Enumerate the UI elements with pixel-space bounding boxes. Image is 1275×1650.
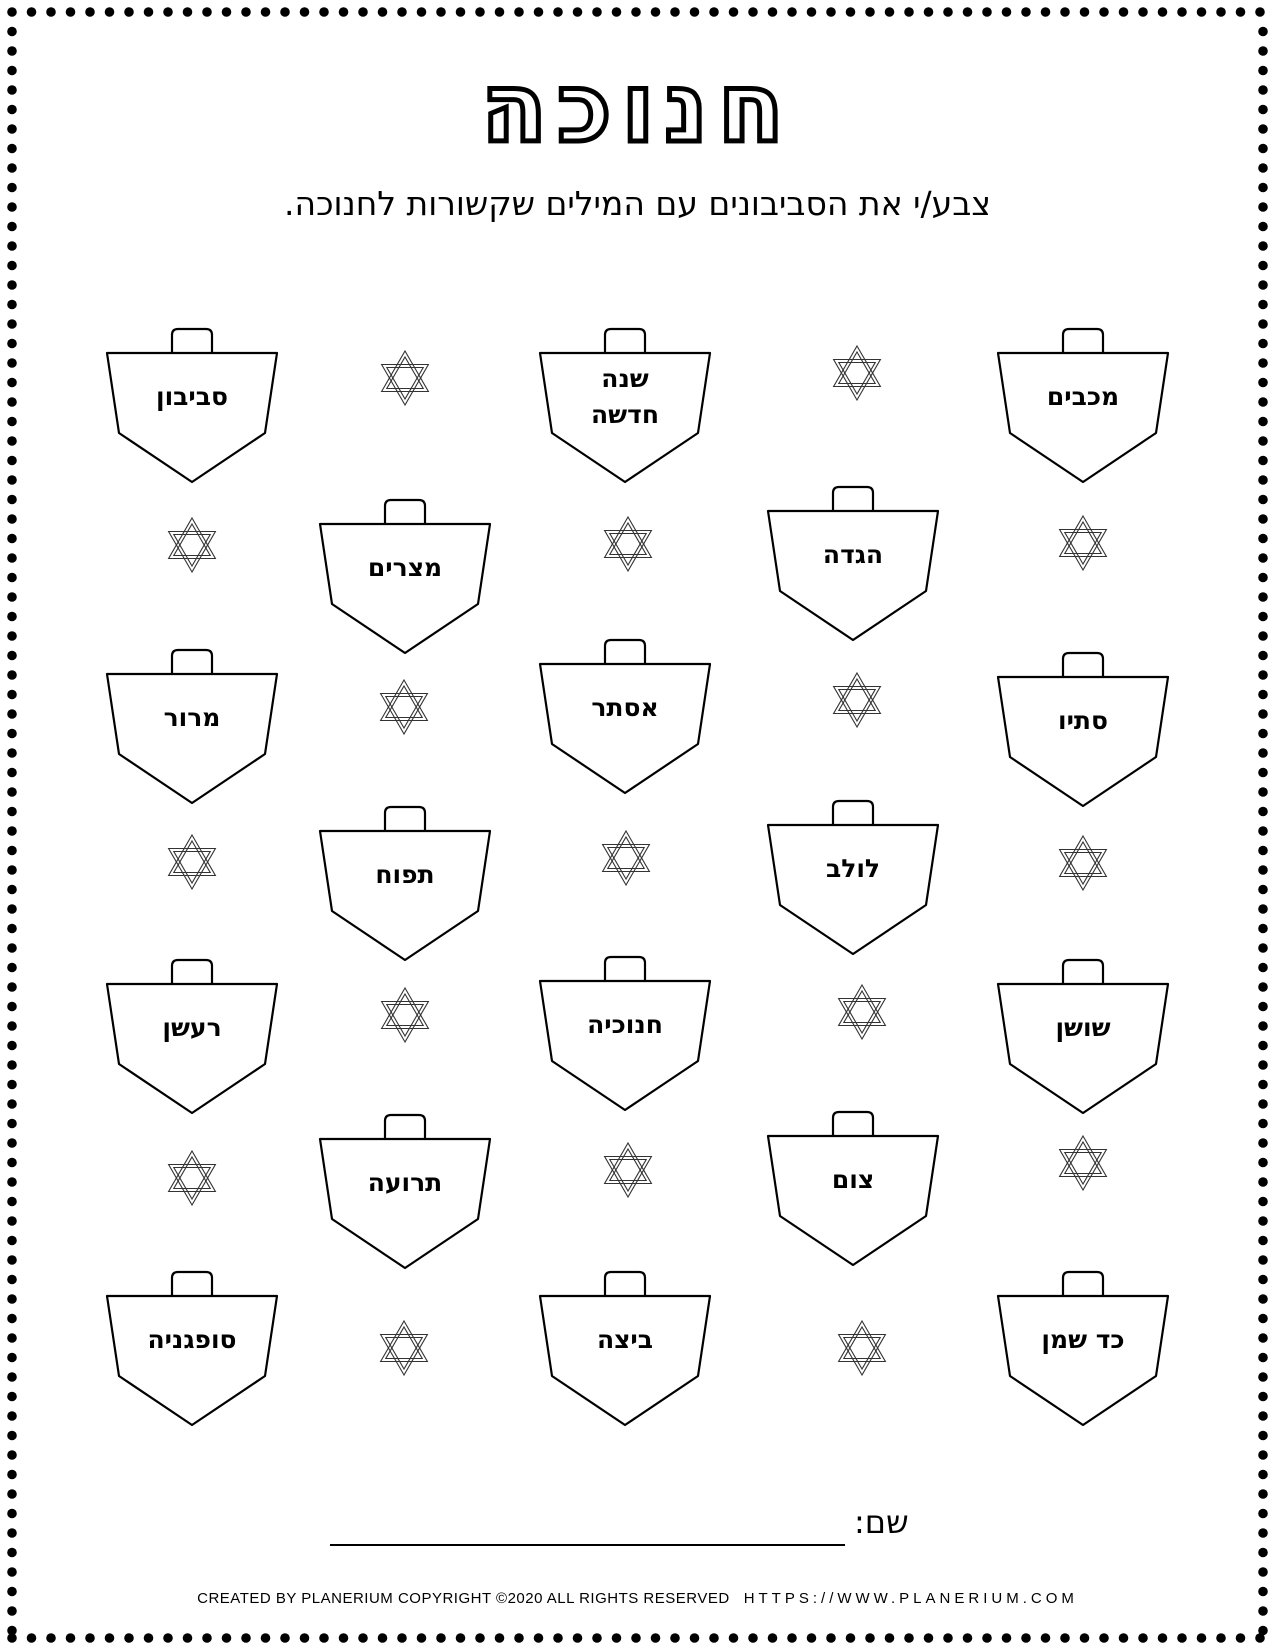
dreidel-handle xyxy=(1063,653,1103,677)
dreidel-body xyxy=(768,511,938,640)
star-of-david-icon xyxy=(839,985,886,1039)
footer-credit xyxy=(0,1590,1275,1607)
star-of-david-icon xyxy=(605,1143,652,1197)
dreidel-word[interactable]: שושן xyxy=(1055,1013,1111,1042)
star-of-david-icon xyxy=(381,680,428,734)
dreidel-handle xyxy=(605,1272,645,1296)
dreidel-word[interactable]: אסתר xyxy=(591,693,659,722)
dreidel-word[interactable]: שנה חדשה xyxy=(590,364,659,429)
dreidel-handle xyxy=(172,960,212,984)
star-of-david-icon xyxy=(1060,836,1107,890)
dreidel-body xyxy=(320,524,490,653)
dreidel-word[interactable]: צום xyxy=(831,1165,875,1194)
dreidel-handle xyxy=(1063,960,1103,984)
dreidel-body xyxy=(768,825,938,954)
dreidel-body xyxy=(540,664,710,793)
dreidel-body xyxy=(998,1296,1168,1425)
dreidel-body xyxy=(998,353,1168,482)
dreidel-body xyxy=(107,1296,277,1425)
dreidel-handle xyxy=(172,329,212,353)
dreidel-handle xyxy=(385,1115,425,1139)
dreidel-word[interactable]: רעשן xyxy=(162,1013,222,1042)
dreidel-word[interactable]: ביצה xyxy=(596,1325,654,1354)
dreidel-body xyxy=(107,674,277,803)
dreidel-body xyxy=(107,984,277,1113)
dreidel-handle xyxy=(605,957,645,981)
dreidel-handle xyxy=(385,807,425,831)
dreidel-word[interactable]: חנוכיה xyxy=(587,1010,663,1039)
name-input-line[interactable] xyxy=(330,1544,845,1546)
dreidel-body xyxy=(998,677,1168,806)
dreidel-body xyxy=(320,1139,490,1268)
star-of-david-icon xyxy=(839,1321,886,1375)
star-of-david-icon xyxy=(382,351,429,405)
dreidel-handle xyxy=(605,329,645,353)
dreidel-handle xyxy=(833,487,873,511)
star-of-david-icon xyxy=(169,835,216,889)
dreidel-word[interactable]: הגדה xyxy=(822,540,884,569)
dreidel-body xyxy=(998,984,1168,1113)
star-of-david-icon xyxy=(834,346,881,400)
dreidel-body xyxy=(320,831,490,960)
page-title: חנוכה xyxy=(481,52,794,164)
dreidel-handle xyxy=(1063,329,1103,353)
name-label: שם: xyxy=(854,1503,909,1541)
instruction-text: צבע/י את הסביבונים עם המילים שקשורות לחנוכה. xyxy=(284,184,991,223)
star-of-david-icon xyxy=(1060,1136,1107,1190)
star-of-david-icon xyxy=(169,1151,216,1205)
dreidel-handle xyxy=(833,801,873,825)
dreidel-body xyxy=(540,981,710,1110)
star-of-david-icon xyxy=(834,673,881,727)
dreidel-word[interactable]: סתיו xyxy=(1057,706,1108,735)
star-of-david-icon xyxy=(603,831,650,885)
footer-url[interactable]: HTTPS://WWW.PLANERIUM.COM xyxy=(743,1590,1078,1607)
dreidel-word[interactable]: מכבים xyxy=(1046,382,1120,411)
dreidel-word[interactable]: תרועה xyxy=(367,1168,443,1197)
star-of-david-icon xyxy=(382,988,429,1042)
dreidel-body xyxy=(107,353,277,482)
star-of-david-icon xyxy=(381,1321,428,1375)
dreidel-word[interactable]: לולב xyxy=(825,854,881,883)
dreidel-word[interactable]: מרור xyxy=(163,703,221,732)
dreidel-handle xyxy=(1063,1272,1103,1296)
star-of-david-icon xyxy=(169,518,216,572)
dreidel-handle xyxy=(385,500,425,524)
dreidel-handle xyxy=(605,640,645,664)
dreidel-body xyxy=(540,1296,710,1425)
star-of-david-icon xyxy=(1060,516,1107,570)
dreidel-handle xyxy=(833,1112,873,1136)
dreidel-body xyxy=(768,1136,938,1265)
dreidel-handle xyxy=(172,1272,212,1296)
dreidel-word[interactable]: סביבון xyxy=(155,382,228,411)
dreidel-handle xyxy=(172,650,212,674)
footer-copyright: CREATED BY PLANERIUM COPYRIGHT ©2020 ALL RIGHTS RESERVED xyxy=(197,1590,730,1607)
dreidel-word[interactable]: סופגניה xyxy=(147,1325,237,1354)
dreidel-word[interactable]: כד שמן xyxy=(1041,1325,1125,1354)
star-of-david-icon xyxy=(605,517,652,571)
dreidel-word[interactable]: מצרים xyxy=(367,553,443,582)
dreidel-word[interactable]: תפוח xyxy=(375,860,435,889)
